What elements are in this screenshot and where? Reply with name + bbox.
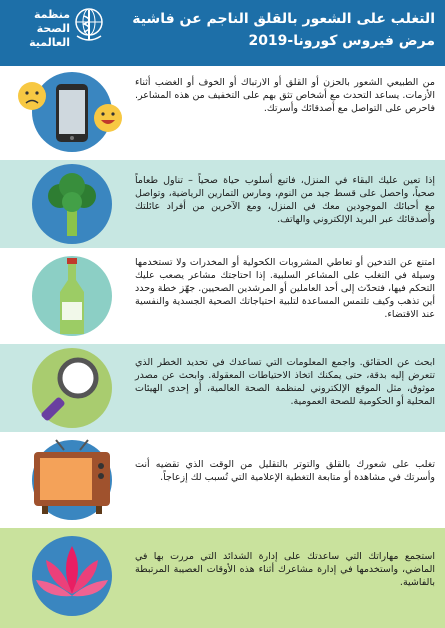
section-healthy-lifestyle — [0, 160, 445, 248]
section-text: من الطبيعي الشعور بالحزن أو القلق أو الارتباك أو الخوف أو الغضب أثناء الأزمات. يساعد التحدث مع أشخاص تثق بهم على التخفيف من هذه المشاعر. فاحرص على التواصل مع أصدقائك وأسرتك. — [135, 77, 435, 114]
logo-line1: منظمة — [33, 8, 70, 21]
section-facts — [0, 344, 445, 432]
who-emblem-icon — [72, 6, 106, 46]
logo-line2: الصحة العالمية — [29, 22, 70, 49]
section-text: تغلب على شعورك بالقلق والتوتر بالتقليل من الوقت الذي تقضيه أنت وأسرتك في مشاهدة أو متابعة التغطية الإعلامية التي تُسبب لك إزعاجاً. — [135, 459, 435, 483]
section-avoid-substances — [0, 252, 445, 340]
bottle-icon — [12, 252, 132, 340]
section-media — [0, 436, 445, 524]
who-logo-text — [6, 8, 70, 50]
section-text: ابحث عن الحقائق. واجمع المعلومات التي تساعدك في تحديد الخطر الذي تتعرض إليه بدقة، حتى يمكنك اتخاذ الاحتياطات المعقولة. وابحث عن مصدر موثوق، مثل الموقع الإلكتروني لمنظمة الصحة العالمية، أو إحدى الهيئات المحلية أو الحكومية للصحة العمومية. — [135, 357, 435, 407]
tv-icon — [12, 436, 132, 524]
page-title: التغلب على الشعور بالقلق الناجم عن فاشية مرض فيروس كورونا-2019 — [132, 11, 435, 49]
broccoli-icon — [12, 160, 132, 248]
section-skills — [0, 528, 445, 628]
magnifier-icon — [12, 344, 132, 432]
phone-emoji-icon — [12, 68, 132, 156]
section-text: إذا تعين عليك البقاء في المنزل، فاتبع أسلوب حياة صحياً – تناول طعاماً صحياً، واحصل على قسط جيد من النوم، ومارس التمارين الرياضية، وتواصل مع أحبائك الموجودين معك في المنزل، ومع الآخرين من أفراد عائلتك وأصدقائك عبر البريد الإلكتروني والهاتف. — [135, 175, 435, 225]
section-text: امتنع عن التدخين أو تعاطي المشروبات الكحولية أو المخدرات ولا تستخدمها وسيلة في التغلب على المشاعر السلبية. إذا احتاجتك مشاعر يصعب عليك التحكم فيها، فتحدّث إلى أحد العاملين أو المرشدين الصحيين. جهّز خطة وحدد أين تذهب وكيف تلتمس المساعدة لتلبية احتياجاتك الصحية الجسدية والنفسية عند الاقتضاء. — [135, 257, 435, 320]
lotus-icon — [12, 532, 132, 620]
section-text: استجمع مهاراتك التي ساعدتك على إدارة الشدائد التي مررت بها في الماضي، واستخدمها في إدارة مشاعرك أثناء هذه الأوقات العصيبة المرتبطة بالفاشية. — [135, 551, 435, 588]
header — [0, 0, 445, 66]
section-talk — [0, 68, 445, 156]
